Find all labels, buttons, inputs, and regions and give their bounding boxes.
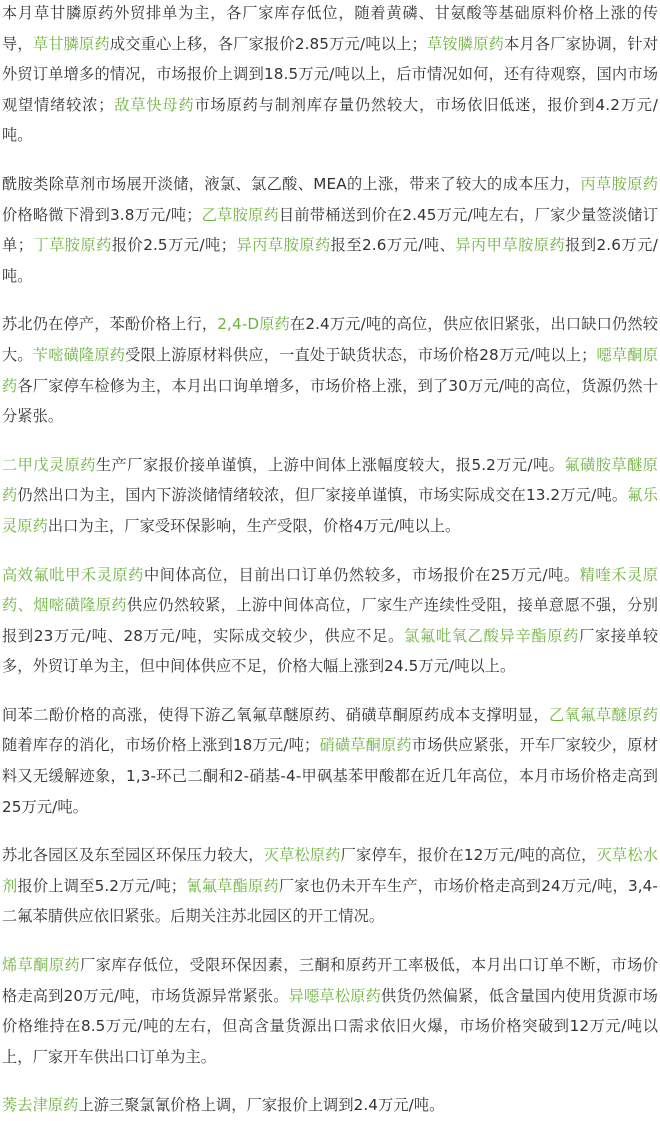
product-name-highlight: 莠去津原药 <box>2 1096 79 1115</box>
paragraph-text: 在2.4万元/吨的高位，供应依旧紧张，出口缺口仍然较大。 <box>2 315 658 364</box>
paragraph-text: 随着库存的消化，市场价格上涨到18万元/吨； <box>2 736 320 755</box>
product-name-highlight: 草甘膦原药 <box>32 34 110 53</box>
product-name-highlight: 丙草胺原药 <box>580 174 659 193</box>
product-name-highlight: 烯草酮原药 <box>2 956 81 975</box>
paragraph-text: 各厂家停车检修为主，本月出口询单增多，市场价格上涨，到了30万元/吨的高位，货源仍然十分紧张。 <box>2 376 658 426</box>
paragraph-text: 酰胺类除草剂市场展开淡储，液氯、氯乙酸、MEA的上涨，带来了较大的成本压力， <box>2 174 581 193</box>
paragraph <box>2 560 658 682</box>
paragraph-text: 苏北仍在停产，苯酚价格上行， <box>2 315 218 334</box>
paragraph <box>2 450 658 542</box>
product-name-highlight: 灭草松水剂 <box>2 846 658 895</box>
paragraph-text: 市场原药与制剂库存量仍然较大，市场依旧低迷，报价到4.2万元/吨。 <box>2 95 659 145</box>
product-name-highlight: 乙草胺原药 <box>201 205 279 224</box>
paragraph-text: 本月各厂家协调，针对外贸订单增多的情况，市场报价上调到18.5万元/吨以上，后市情况如何，还有待观察，国内市场观望情绪较浓； <box>2 34 659 114</box>
paragraph-text: 供应仍然较紧，上游中间体高位，厂家生产连续性受阻，接单意愿不强，分别报到23万元/吨、28万元/吨，实际成交较少，供应不足。 <box>2 596 658 645</box>
paragraph-text: 成交重心上移，各厂家报价2.85万元/吨以上； <box>109 34 427 53</box>
product-name-highlight: 噁草酮原药 <box>2 345 658 395</box>
paragraph-text: 本月草甘膦原药外贸排单为主，各厂家库存低位，随着黄磷、甘氨酸等基础原料价格上涨的传导， <box>2 4 658 53</box>
product-name-highlight: 二甲戊灵原药 <box>2 455 96 474</box>
paragraph-text: 间苯二酚价格的高涨，使得下游乙氧氟草醚原药、硝磺草酮原药成本支撑明显， <box>2 705 549 724</box>
paragraph-text: 生产厂家报价接单谨慎，上游中间体上涨幅度较大，报5.2万元/吨。 <box>95 455 565 474</box>
paragraph-text: 目前带桶送到价在2.45万元/吨左右，厂家少量签淡储订单； <box>2 205 658 255</box>
paragraph <box>2 840 658 932</box>
paragraph-text: 市场供应紧张，开车厂家较少，原材料又无缓解迹象，1,3-环己二酮和2-硝基-4-甲砜基苯甲酸都在近几年高位，本月市场价格走高到25万元/吨。 <box>2 736 658 816</box>
product-name-highlight: 丁草胺原药 <box>32 236 112 255</box>
paragraph-text: 厂家也仍未开车生产，市场价格走高到24万元/吨，3,4-二氟苯腈供应依旧紧张。后期关注苏北园区的开工情况。 <box>2 876 658 926</box>
product-name-highlight: 异丙甲草胺原药 <box>455 236 566 255</box>
paragraph-text: 受限上游原材料供应，一直处于缺货状态，市场价格28万元/吨以上； <box>125 345 597 364</box>
product-name-highlight: 硝磺草酮原药 <box>319 736 412 755</box>
product-name-highlight: 氟乐灵原药 <box>2 486 658 535</box>
product-name-highlight: 敌草快母药 <box>113 95 195 114</box>
paragraph-text: 仍然出口为主，国内下游淡储情绪较浓，但厂家接单谨慎，市场实际成交在13.2万元/吨。 <box>17 486 628 505</box>
paragraph-text: 报价上调至5.2万元/吨； <box>17 876 187 895</box>
paragraph-text: 供货仍然偏紧，低含量国内使用货源市场价格维持在8.5万元/吨的左右，但高含量货源出口需求依旧火爆，市场价格突破到12万元/吨以上，厂家开车供出口订单为主。 <box>2 986 658 1066</box>
product-name-highlight: 异丙草胺原药 <box>236 236 331 255</box>
product-name-highlight: 乙氧氟草醚原药 <box>548 705 659 724</box>
product-name-highlight: 灭草松原药 <box>263 846 341 865</box>
product-name-highlight: 草铵膦原药 <box>426 34 505 53</box>
paragraph-text: 中间体高位，目前出口订单仍然较多，市场报价在25万元/吨。 <box>143 565 580 584</box>
paragraph-text: 厂家停车，报价在12万元/吨的高位， <box>340 846 597 865</box>
paragraph-text: 报至2.6万元/吨、 <box>330 236 456 255</box>
paragraph-text: 报到2.6万元/吨。 <box>2 236 658 285</box>
paragraph <box>2 1090 658 1121</box>
product-name-highlight: 氰氟草酯原药 <box>186 876 279 895</box>
paragraph <box>2 700 658 822</box>
paragraph <box>2 0 658 151</box>
product-name-highlight: 苄嘧磺隆原药 <box>32 345 126 364</box>
paragraph-text: 出口为主，厂家受环保影响，生产受限，价格4万元/吨以上。 <box>47 516 461 535</box>
product-name-highlight: 2,4-D原药 <box>217 315 290 334</box>
paragraph <box>2 169 658 291</box>
product-name-highlight: 高效氟吡甲禾灵原药 <box>2 565 144 584</box>
product-name-highlight: 氟磺胺草醚原药 <box>2 455 658 505</box>
product-name-highlight: 异噁草松原药 <box>288 986 381 1005</box>
paragraph-text: 报价2.5万元/吨； <box>111 236 237 255</box>
paragraph-text: 厂家库存低位，受限环保因素，三酮和原药开工率极低，本月出口订单不断，市场价格走高到20万元/吨，市场货源异常紧张。 <box>2 956 659 1005</box>
paragraph <box>2 309 658 431</box>
paragraph-text: 上游三聚氯氰价格上调，厂家报价上调到2.4万元/吨。 <box>78 1096 445 1115</box>
paragraph-text: 价格略微下滑到3.8万元/吨； <box>2 205 202 224</box>
paragraph-text: 苏北各园区及东至园区环保压力较大， <box>2 846 264 865</box>
product-name-highlight: 精喹禾灵原药、烟嘧磺隆原药 <box>2 565 659 615</box>
paragraph <box>2 950 658 1072</box>
paragraph-text: 厂家接单较多，外贸订单为主，但中间体供应不足，价格大幅上涨到24.5万元/吨以上。 <box>2 626 658 676</box>
product-name-highlight: 氯氟吡氧乙酸异辛酯原药 <box>404 626 580 645</box>
